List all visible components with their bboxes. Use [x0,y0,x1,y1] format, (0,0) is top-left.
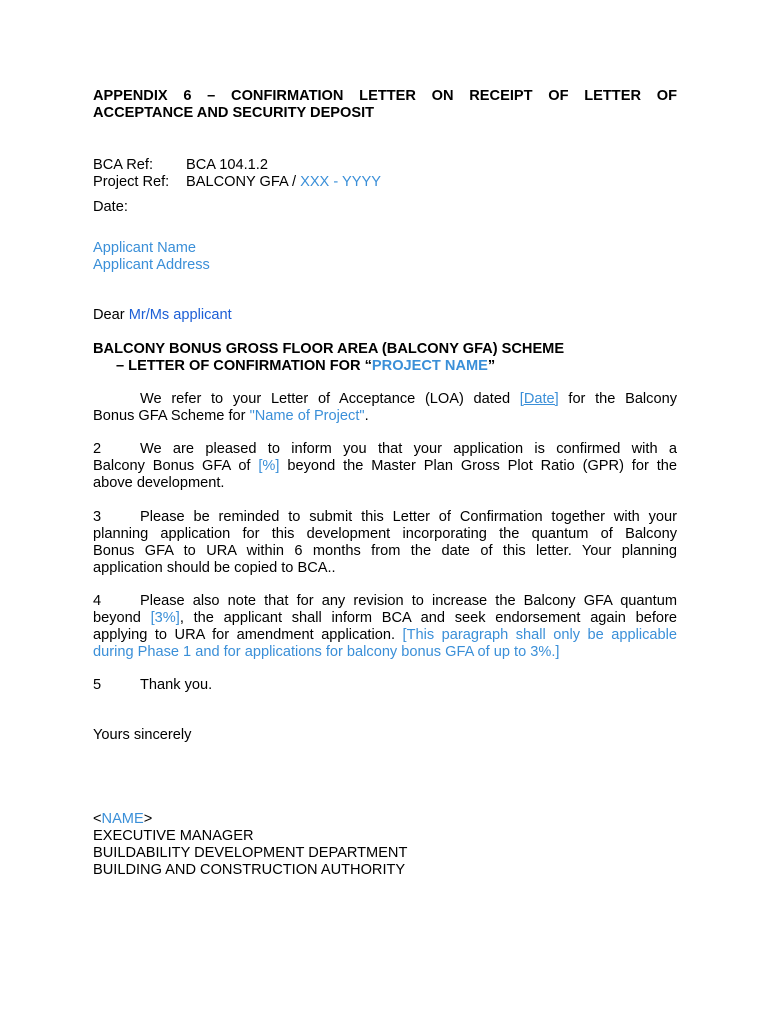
applicant-address: Applicant Address [93,257,210,273]
project-ref-label: Project Ref: [93,174,170,190]
subject-heading [93,341,677,375]
para3-number: 3 [93,509,102,525]
para2-line-2 [93,458,677,475]
para2-text-1: We are pleased to inform you that your application is confirmed with a [140,441,677,457]
subject-line-2-suffix: ” [487,358,496,374]
signatory-name [93,811,677,828]
para3-line-4: application should be copied to BCA.. [93,560,336,576]
para4-line-3 [93,627,677,644]
para4-text-2a: beyond [93,610,151,626]
para1-line-1 [93,391,677,408]
para2-line-3: above development. [93,475,225,491]
project-ref-placeholder: XXX - YYYY [300,174,381,190]
para1-text-c: Bonus GFA Scheme for [93,408,250,424]
signatory-title: EXECUTIVE MANAGER [93,828,254,844]
closing: Yours sincerely [93,727,192,743]
subject-line-2 [93,358,677,375]
project-ref-row [93,174,677,191]
project-ref-value [186,174,381,191]
subject-project-name: PROJECT NAME [371,358,488,374]
applicant-name: Applicant Name [93,240,197,256]
para3-line-3: Bonus GFA to URA within 6 months from the date of this letter. Your planning [93,543,677,559]
para4-line-1 [93,593,677,610]
para1-line-2 [93,408,677,425]
bca-ref-value: BCA 104.1.2 [186,157,268,173]
heading-line-2: ACCEPTANCE AND SECURITY DEPOSIT [93,105,375,121]
para4-line-2 [93,610,677,627]
paragraph-5 [93,677,677,694]
signatory-close-bracket: > [143,811,153,827]
para5-number: 5 [93,677,102,693]
signatory-department: BUILDABILITY DEVELOPMENT DEPARTMENT [93,845,408,861]
paragraph-4 [93,593,677,661]
para2-text-2b: beyond the Master Plan Gross Plot Ratio (GPR) for the [279,458,678,474]
para2-percent: [%] [258,458,280,474]
para4-number: 4 [93,593,102,609]
recipient-block [93,240,677,274]
para2-line-1 [93,441,677,458]
paragraph-2 [93,441,677,492]
para3-text-1: Please be reminded to submit this Letter of Confirmation together with your [140,509,677,525]
para1-date: [Date] [519,391,559,407]
para3-line-1 [93,509,677,526]
signatory-placeholder: NAME [101,811,144,827]
salutation [93,307,677,324]
date-label: Date: [93,199,128,215]
para1-text-d: . [364,408,369,424]
salutation-name: Mr/Ms applicant [128,307,232,323]
signatory-open-bracket: < [93,811,102,827]
para1-text-b: for the Balcony [558,391,677,407]
para1-project: "Name of Project" [249,408,365,424]
signatory-organisation: BUILDING AND CONSTRUCTION AUTHORITY [93,862,406,878]
para4-note-end: during Phase 1 and for applications for balcony bonus GFA of up to 3%.] [93,644,560,660]
para3-line-2: planning application for this development incorporating the quantum of Balcony [93,526,677,542]
para4-note-start: [This paragraph shall only be applicable [402,627,677,643]
project-ref-prefix: BALCONY GFA / [186,174,301,190]
bca-ref-row [93,157,677,174]
bca-ref-label: BCA Ref: [93,157,154,173]
para4-percent: [3%] [150,610,180,626]
paragraph-1 [93,391,677,425]
paragraph-3 [93,509,677,577]
para2-number: 2 [93,441,102,457]
para4-text-2b: , the applicant shall inform BCA and seek endorsement again before [179,610,678,626]
para2-text-2a: Balcony Bonus GFA of [93,458,259,474]
letter-heading [93,88,677,122]
para4-text-3a: applying to URA for amendment application. [93,627,403,643]
para1-text-a: We refer to your Letter of Acceptance (LOA) dated [140,391,520,407]
salutation-prefix: Dear [93,307,129,323]
subject-line-2-prefix: – LETTER OF CONFIRMATION FOR “ [116,358,372,374]
para5-text: Thank you. [140,677,213,693]
heading-line-1: APPENDIX 6 – CONFIRMATION LETTER ON RECEIPT OF LETTER OF [93,88,677,104]
reference-block [93,157,677,191]
para4-text-1: Please also note that for any revision to increase the Balcony GFA quantum [140,593,677,609]
signature-block [93,811,677,879]
subject-line-1: BALCONY BONUS GROSS FLOOR AREA (BALCONY GFA) SCHEME [93,341,565,357]
